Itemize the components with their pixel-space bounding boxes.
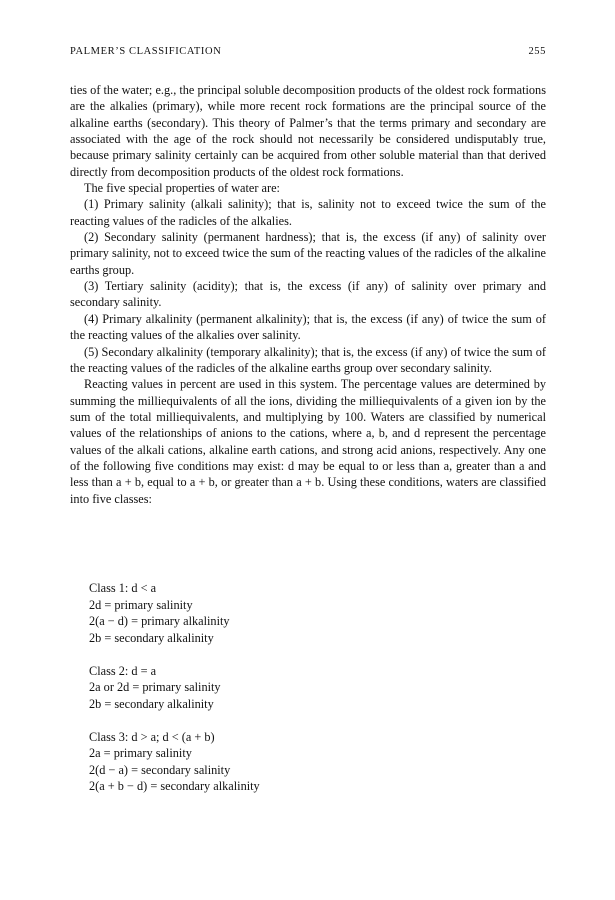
running-header bbox=[70, 46, 546, 62]
class-2-heading: Class 2: d = a bbox=[89, 663, 157, 678]
class-1-heading: Class 1: d < a bbox=[89, 581, 157, 595]
class-2-line-2: 2b = secondary alkalinity bbox=[89, 696, 214, 711]
class-1-block bbox=[89, 580, 509, 646]
class-1-line-2: 2(a − d) = primary alkalinity bbox=[89, 614, 230, 628]
body-text bbox=[70, 82, 546, 507]
class-2-line-1: 2a or 2d = primary salinity bbox=[89, 680, 221, 694]
paragraph-property-1: (1) Primary salinity (alkali salinity); that is, salinity not to exceed twice the sum of the reacting values of the radicles of the alkalies. bbox=[70, 197, 546, 228]
paragraph-property-5: (5) Secondary alkalinity (temporary alkalinity); that is, the excess (if any) of twice the sum of the reacting values of the radicles of the alkaline earths group over secondary salinity. bbox=[70, 344, 546, 375]
paragraph-property-2: (2) Secondary salinity (permanent hardness); that is, the excess (if any) of salinity over primary salinity, not to exceed twice the sum of the reacting values of the radicles of the alkaline earths group. bbox=[70, 230, 546, 277]
class-list bbox=[89, 580, 509, 811]
paragraph-property-4: (4) Primary alkalinity (permanent alkalinity); that is, the excess (if any) of twice the sum of the reacting values of the alkalies over salinity. bbox=[70, 311, 546, 343]
paragraph-reacting-values: Reacting values in percent are used in this system. The percentage values are determined by summing the milliequivalents of all the ions, dividing the milliequivalents of a given ion by the sum of the total milliequivalents, and multiplying by 100. Waters are classified by numerical values of the relationships of anions to the cations, where a, b, and d represent the percentage values of the alkali cations, alkaline earth cations, and strong acid anions, respectively. Any one of the following five conditions may exist: d may be equal to or less than a, greater than a and less than a + b, equal to a + b, or greater than a + b. Using these conditions, waters are classified into five classes: bbox=[70, 377, 546, 506]
class-3-block bbox=[89, 729, 509, 795]
class-2-block bbox=[89, 663, 509, 713]
class-3-line-3: 2(a + b − d) = secondary alkalinity bbox=[89, 779, 260, 793]
class-3-heading: Class 3: d > a; d < (a + b) bbox=[89, 729, 215, 744]
class-1-line-3: 2b = secondary alkalinity bbox=[89, 630, 214, 645]
class-3-line-2: 2(d − a) = secondary salinity bbox=[89, 762, 231, 777]
running-title: PALMER’S CLASSIFICATION bbox=[70, 46, 222, 57]
class-1-line-1: 2d = primary salinity bbox=[89, 597, 193, 612]
paragraph-property-3: (3) Tertiary salinity (acidity); that is, the excess (if any) of salinity over primary and secondary salinity. bbox=[70, 279, 546, 310]
paragraph-continuation: ties of the water; e.g., the principal soluble decomposition products of the oldest rock formations are the alkalies (primary), while more recent rock formations are the principal source of the alkaline earths (secondary). This theory of Palmer’s that the terms primary and secondary are associated with the age of the rock should not necessarily be considered undisputably true, because primary salinity certainly can be acquired from other soluble material than that derived directly from decomposition products of the oldest rock formations. bbox=[70, 83, 546, 179]
class-3-line-1: 2a = primary salinity bbox=[89, 746, 192, 760]
paragraph-properties-intro: The five special properties of water are: bbox=[84, 181, 280, 196]
page-number: 255 bbox=[528, 46, 546, 57]
